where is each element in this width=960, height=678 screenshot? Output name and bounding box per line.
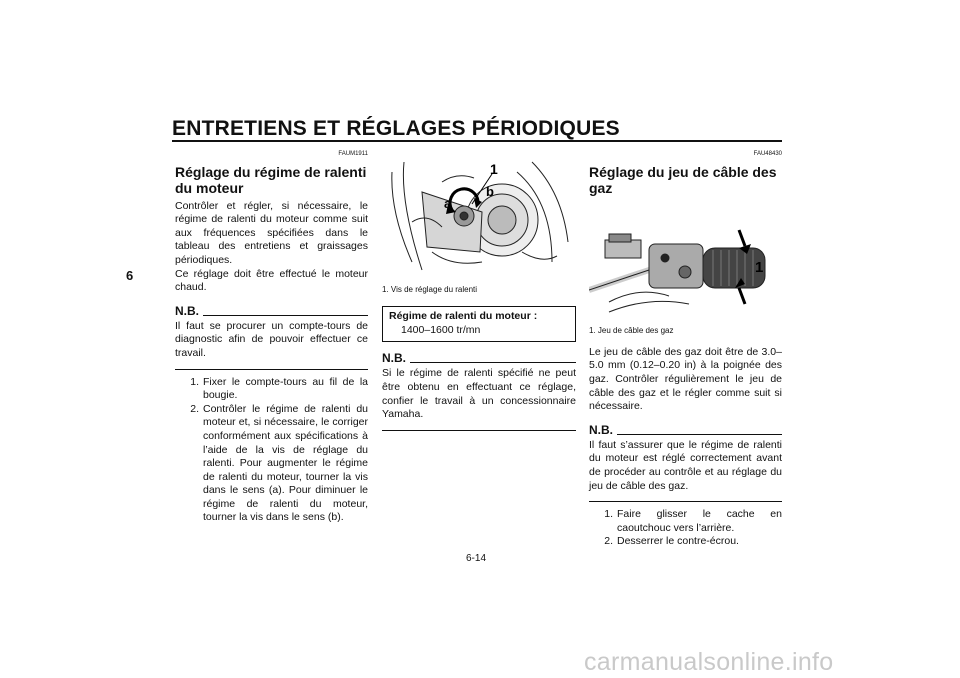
- throttle-figure: [589, 200, 782, 318]
- page-number: 6-14: [466, 553, 487, 564]
- figure-label-a: a: [444, 196, 452, 211]
- nb-rule: [410, 362, 576, 363]
- nb-label: N.B.: [175, 303, 199, 318]
- step-text: Fixer le compte-tours au fil de la bougie.: [203, 375, 368, 402]
- list-item: [589, 508, 782, 535]
- figure-label-b: b: [486, 184, 494, 199]
- nb-heading: [382, 352, 576, 365]
- section-title: Réglage du jeu de câble des gaz: [589, 163, 777, 196]
- watermark: carmanualsonline.info: [584, 648, 834, 676]
- nb-label: N.B.: [589, 422, 613, 437]
- nb-heading: [589, 424, 782, 437]
- nb-rule: [203, 315, 368, 316]
- steps-list: [175, 376, 368, 526]
- step-number: 1.: [190, 375, 199, 388]
- step-text: Contrôler le régime de ralenti du moteur et, si nécessaire, le corriger conformément aux spécifications à l’aide de la vis de réglage du ralenti. Pour augmenter le régime de ralenti du moteur, tourner la vis dans le sens (a). Pour diminuer le régime de ralenti du moteur, tourner la vis dans le sens (b).: [203, 402, 368, 524]
- spec-box: [382, 306, 576, 342]
- step-text: Faire glisser le cache en caoutchouc vers l’arrière.: [617, 508, 782, 534]
- figure-caption: 1. Jeu de câble des gaz: [589, 326, 674, 336]
- steps-list: [589, 508, 782, 549]
- nb-end-rule: [382, 430, 576, 431]
- figure-caption: 1. Vis de réglage du ralenti: [382, 284, 478, 294]
- nb-text: Il faut se procurer un compte-tours de diagnostic afin de pouvoir effectuer ce travail.: [175, 319, 368, 359]
- left-column: [175, 148, 368, 525]
- right-column: [589, 148, 782, 549]
- nb-end-rule: [589, 501, 782, 502]
- idle-screw-figure: [382, 152, 576, 276]
- spec-value: 1400–1600 tr/mn: [401, 323, 481, 336]
- step-number: 2.: [604, 535, 613, 548]
- section-title: Réglage du régime de ralenti du moteur: [175, 163, 367, 196]
- intro-paragraph: Contrôler et régler, si nécessaire, le régime de ralenti du moteur comme suit aux fréquences spécifiées dans le tableau des entretiens et graissages périodiques.: [175, 199, 368, 266]
- page-title: ENTRETIENS ET RÉGLAGES PÉRIODIQUES: [172, 117, 620, 140]
- nb-text: Il faut s’assurer que le régime de ralenti du moteur est réglé correctement avant de procéder au contrôle et au réglage du jeu de câble des gaz.: [589, 438, 782, 492]
- header-rule: [172, 140, 782, 142]
- nb-end-rule: [175, 369, 368, 370]
- list-item: [589, 535, 782, 549]
- list-item: [175, 376, 368, 403]
- step-number: 2.: [190, 402, 199, 415]
- nb-heading: [175, 305, 368, 318]
- body-paragraph: Le jeu de câble des gaz doit être de 3.0–5.0 mm (0.12–0.20 in) à la poignée des gaz. Contrôler régulièrement le jeu de câble des gaz et le régler comme suit si nécessaire.: [589, 345, 782, 413]
- middle-column: [382, 152, 576, 431]
- section-code: FAUM1911: [338, 151, 368, 157]
- step-text: Desserrer le contre-écrou.: [617, 535, 739, 548]
- nb-text: Si le régime de ralenti spécifié ne peut être obtenu en effectuant ce réglage, confier le travail à un concessionnaire Yamaha.: [382, 367, 576, 421]
- figure-label-1: 1: [755, 258, 764, 276]
- section-code: FAU48430: [753, 151, 782, 157]
- nb-rule: [617, 434, 782, 435]
- intro-paragraph-2: Ce réglage doit être effectué le moteur chaud.: [175, 267, 368, 294]
- figure-label-1: 1: [490, 161, 498, 177]
- list-item: [175, 403, 368, 525]
- chapter-number: 6: [126, 268, 134, 283]
- step-number: 1.: [604, 508, 613, 521]
- nb-label: N.B.: [382, 351, 406, 366]
- spec-label: Régime de ralenti du moteur :: [389, 310, 538, 323]
